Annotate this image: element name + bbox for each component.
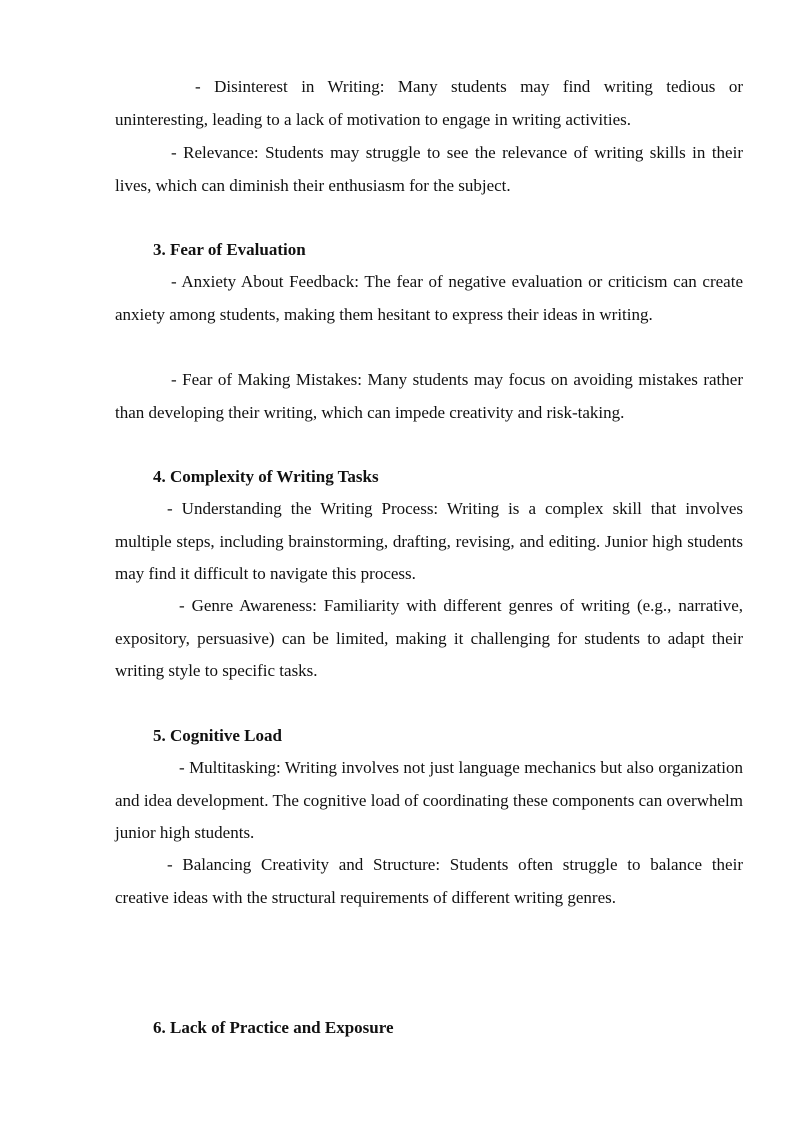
paragraph-balancing-creativity: - Balancing Creativity and Structure: Students often struggle to balance their creative ideas with the structural requirements of different writing genres. — [115, 855, 743, 907]
heading-cognitive-load: 5. Cognitive Load — [153, 726, 282, 745]
paragraph-multitasking: - Multitasking: Writing involves not just language mechanics but also organization and idea development. The cognitive load of coordinating these components can overwhelm junior high students. — [115, 758, 743, 842]
heading-lack-of-practice: 6. Lack of Practice and Exposure — [153, 1018, 394, 1037]
paragraph-genre-awareness: - Genre Awareness: Familiarity with different genres of writing (e.g., narrative, expository, persuasive) can be limited, making it challenging for students to adapt their writing style to specific tasks. — [115, 596, 743, 680]
paragraph-relevance: - Relevance: Students may struggle to see the relevance of writing skills in their lives, which can diminish their enthusiasm for the subject. — [115, 143, 743, 195]
paragraph-disinterest: - Disinterest in Writing: Many students may find writing tedious or uninteresting, leading to a lack of motivation to engage in writing activities. — [115, 77, 743, 129]
paragraph-writing-process: - Understanding the Writing Process: Writing is a complex skill that involves multiple steps, including brainstorming, drafting, revising, and editing. Junior high students may find it difficult to navigate this process. — [115, 499, 743, 583]
heading-fear-of-evaluation: 3. Fear of Evaluation — [153, 240, 306, 259]
heading-complexity-writing-tasks: 4. Complexity of Writing Tasks — [153, 467, 379, 486]
paragraph-fear-mistakes: - Fear of Making Mistakes: Many students may focus on avoiding mistakes rather than developing their writing, which can impede creativity and risk-taking. — [115, 370, 743, 422]
paragraph-anxiety-feedback: - Anxiety About Feedback: The fear of negative evaluation or criticism can create anxiety among students, making them hesitant to express their ideas in writing. — [115, 272, 743, 324]
